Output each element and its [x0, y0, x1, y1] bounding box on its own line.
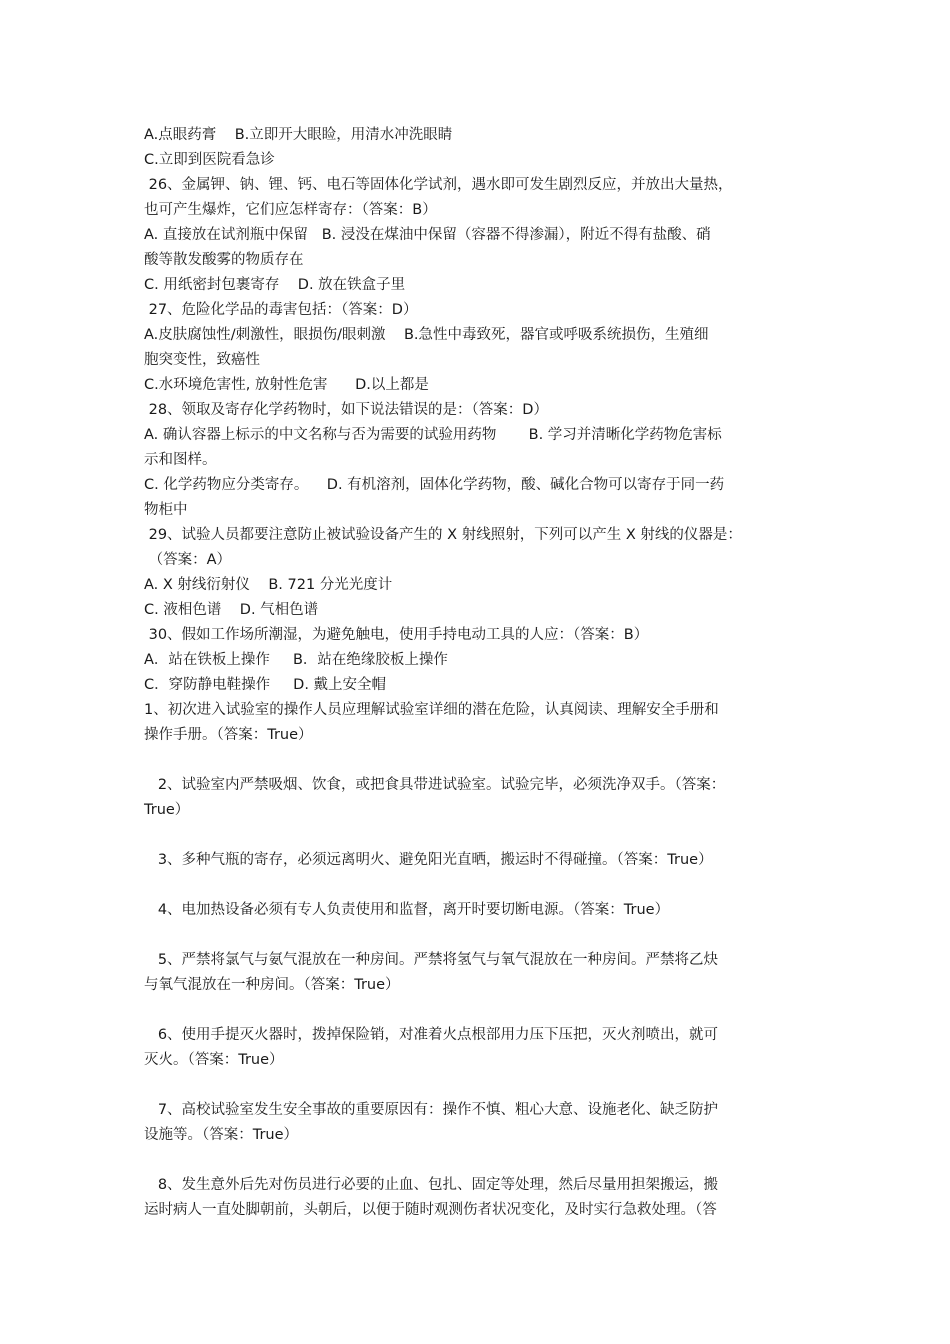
text-line: A．站在铁板上操作 B．站在绝缘胶板上操作 — [144, 652, 448, 668]
text-line: A.皮肤腐蚀性/刺激性，眼损伤/眼刺激 B.急性中毒致死，器官或呼吸系统损伤，生殖细 — [144, 327, 709, 343]
text-line: C.水环境危害性, 放射性危害 D.以上都是 — [144, 377, 429, 393]
question-27: 27、危险化学品的毒害包括：（答案：D） — [144, 302, 418, 318]
question-29: 29、试验人员都要注意防止被试验设备产生的 X 射线照射，下列可以产生 X 射线的仪器是： — [144, 527, 742, 543]
question-26: 26、金属钾、钠、锂、钙、电石等固体化学试剂，遇水即可发生剧烈反应，并放出大量热， — [144, 177, 733, 193]
true-false-2: 2、试验室内严禁吸烟、饮食，或把食具带进试验室。试验完毕，必须洗净双手。（答案： — [144, 777, 726, 793]
text-line: 与氧气混放在一种房间。（答案：True） — [144, 977, 400, 993]
true-false-6: 6、使用手提灭火器时，拨掉保险销，对准着火点根部用力压下压把，灭火剂喷出，就可 — [144, 1027, 719, 1043]
text-line: （答案：A） — [144, 552, 232, 568]
true-false-7: 7、高校试验室发生安全事故的重要原因有：操作不慎、粗心大意、设施老化、缺乏防护 — [144, 1102, 719, 1118]
text-line: C. 液相色谱 D. 气相色谱 — [144, 602, 319, 618]
blank-line — [144, 748, 816, 773]
blank-line — [144, 998, 816, 1023]
text-line: C. 用纸密封包裹寄存 D. 放在铁盒子里 — [144, 277, 406, 293]
text-line: C. 化学药物应分类寄存。 D. 有机溶剂，固体化学药物，酸、碱化合物可以寄存于同一药 — [144, 477, 725, 493]
text-line: True） — [144, 802, 190, 818]
blank-line — [144, 873, 816, 898]
text-line: C.立即到医院看急诊 — [144, 152, 275, 168]
question-28: 28、领取及寄存化学药物时，如下说法错误的是：（答案：D） — [144, 402, 548, 418]
text-line: 灭火。（答案：True） — [144, 1052, 284, 1068]
text-line: C．穿防静电鞋操作 D. 戴上安全帽 — [144, 677, 387, 693]
question-30: 30、假如工作场所潮湿，为避免触电，使用手持电动工具的人应：（答案：B） — [144, 627, 649, 643]
text-line: A. X 射线衍射仪 B. 721 分光光度计 — [144, 577, 393, 593]
text-line: A. 直接放在试剂瓶中保留 B. 浸没在煤油中保留（容器不得渗漏），附近不得有盐酸、硝 — [144, 227, 711, 243]
text-line: 示和图样。 — [144, 452, 217, 468]
text-line: A. 确认容器上标示的中文名称与否为需要的试验用药物 B. 学习并清晰化学药物危害标 — [144, 427, 722, 443]
text-line: 物柜中 — [144, 502, 188, 518]
document-body — [144, 123, 816, 1223]
true-false-3: 3、多种气瓶的寄存，必须远离明火、避免阳光直晒，搬运时不得碰撞。（答案：True） — [144, 852, 713, 868]
blank-line — [144, 1073, 816, 1098]
text-line: 酸等散发酸雾的物质存在 — [144, 252, 304, 268]
text-line: 设施等。（答案：True） — [144, 1127, 299, 1143]
true-false-4: 4、电加热设备必须有专人负责使用和监督，离开时要切断电源。（答案：True） — [144, 902, 670, 918]
text-line: 运时病人一直处脚朝前，头朝后，以便于随时观测伤者状况变化，及时实行急救处理。（答 — [144, 1202, 717, 1218]
text-line: 胞突变性，致癌性 — [144, 352, 260, 368]
text-line: A.点眼药膏 B.立即开大眼睑，用清水冲洗眼睛 — [144, 127, 453, 143]
text-line: 也可产生爆炸，它们应怎样寄存：（答案：B） — [144, 202, 437, 218]
true-false-8: 8、发生意外后先对伤员进行必要的止血、包扎、固定等处理，然后尽量用担架搬运，搬 — [144, 1177, 719, 1193]
blank-line — [144, 923, 816, 948]
blank-line — [144, 823, 816, 848]
blank-line — [144, 1148, 816, 1173]
true-false-1: 1、初次进入试验室的操作人员应理解试验室详细的潜在危险，认真阅读、理解安全手册和 — [144, 702, 719, 718]
true-false-5: 5、严禁将氯气与氨气混放在一种房间。严禁将氢气与氧气混放在一种房间。严禁将乙炔 — [144, 952, 719, 968]
text-line: 操作手册。（答案：True） — [144, 727, 313, 743]
